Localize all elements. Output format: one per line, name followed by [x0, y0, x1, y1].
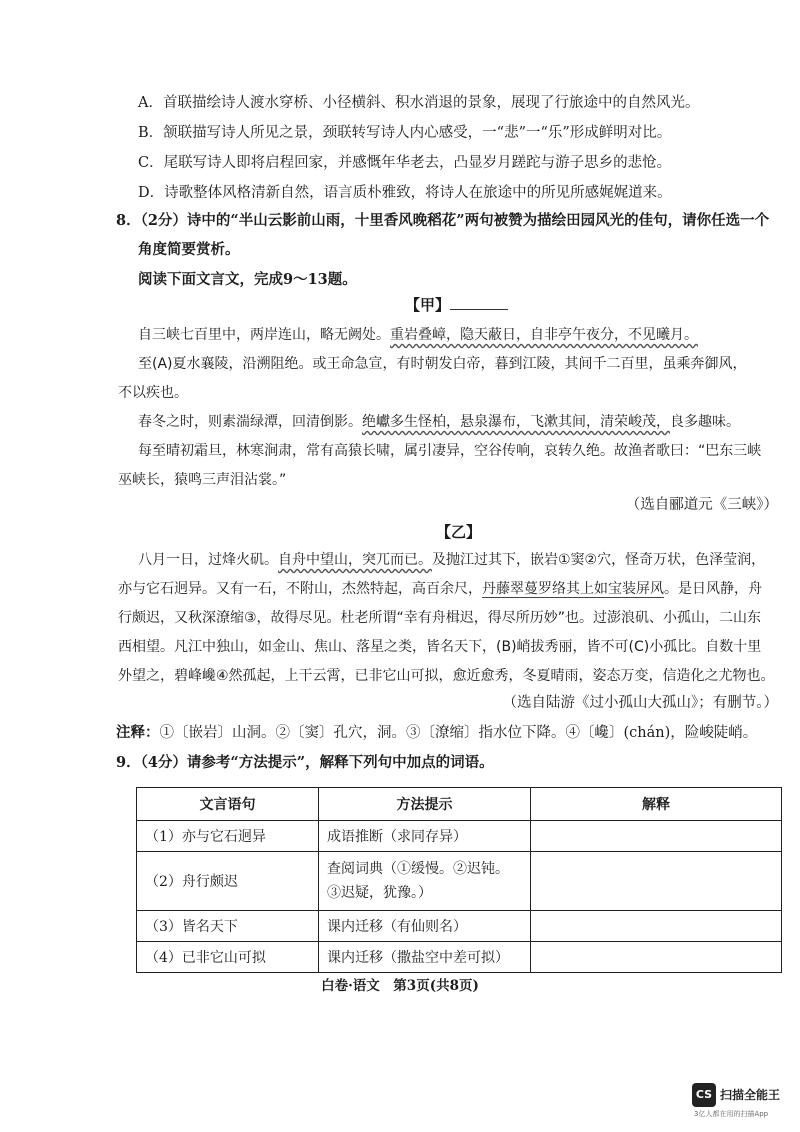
table-header: 方法提示: [319, 788, 531, 821]
q8-line-1: 8．（2分）诗中的“半山云影前山雨，十里香风晚稻花”两句被赞为描绘田园风光的佳句，请你任选一个: [116, 212, 770, 229]
jia-title: [405, 295, 508, 315]
jia-text: 不以疾也。: [118, 385, 188, 401]
yi-wavy-underlined-text: 自舟中望山，突兀而已。: [278, 552, 432, 568]
jia-line-2: [138, 354, 747, 374]
table-row: [137, 852, 782, 911]
q9-prompt: 9．（4分）请参考“方法提示”，解释下列句中加点的词语。: [116, 754, 494, 771]
yi-line-4: [118, 637, 761, 657]
row-sentence: （1）亦与它石迥异: [137, 821, 319, 852]
yi-underlined-text: 丹藤翠蔓罗络其上如宝装屏风: [482, 581, 664, 597]
yi-title: 【乙】: [436, 523, 482, 541]
row-hint: 成语推断（求同存异）: [319, 821, 531, 852]
row-hint: 查阅词典（①缓慢。②迟钝。③迟疑，犹豫。）: [319, 852, 531, 911]
yi-text: 八月一日，过烽火矶。: [138, 552, 278, 568]
jia-wavy-underlined-text: 重岩叠嶂，隐天蔽日，自非亭午夜分，不见曦月。: [390, 327, 698, 343]
q8-line-2: 角度简要赏析。: [138, 241, 240, 258]
jia-wavy-underlined-text: 绝巘多生怪柏，悬泉瀑布，飞漱其间，清荣峻茂，: [362, 414, 670, 430]
row-answer-cell[interactable]: [531, 852, 782, 911]
yi-text: 亦与它石迥异。又有一石，不附山，杰然特起，高百余尺，: [118, 581, 482, 597]
yi-line-1: [138, 550, 765, 570]
jia-line-4: [138, 412, 740, 432]
yi-line-5: [118, 666, 775, 686]
row-answer-cell[interactable]: [531, 942, 782, 973]
row-hint: 课内迁移（有仙则名）: [319, 911, 531, 942]
yi-text: 西相望。凡江中独山，如金山、焦山、落星之类，皆名天下，(B)峭拔秀丽，皆不可(C)小孤比。自数十里: [118, 639, 762, 655]
table-header-row: [137, 788, 782, 821]
table-header: 解释: [531, 788, 782, 821]
q9-table: [136, 787, 782, 973]
jia-text: 巫峡长，猿鸣三声泪沾裳。”: [118, 472, 287, 488]
row-sentence: （2）舟行颇迟: [137, 852, 319, 911]
jia-text: 自三峡七百里中，两岸连山，略无阙处。: [138, 327, 390, 343]
watermark-tagline: 3亿人都在用的扫描App: [694, 1110, 769, 1118]
jia-text: 至(A)夏水襄陵，沿溯阻绝。或王命急宣，有时朝发白帝，暮到江陵，其间千二百里，虽乘奔御风，: [138, 356, 747, 372]
notes: [116, 723, 757, 743]
notes-text: ①〔嵌岩〕山洞。②〔窦〕孔穴，洞。③〔潦缩〕指水位下降。④〔巉〕(chán)，险峻陡峭。: [159, 725, 758, 741]
jia-line-1: [138, 325, 698, 345]
row-answer-cell[interactable]: [531, 821, 782, 852]
jia-source: （选自郦道元《三峡》）: [625, 497, 778, 513]
yi-source: （选自陆游《过小孤山大孤山》；有删节。）: [502, 695, 778, 711]
q7-option-d: D．诗歌整体风格清新自然，语言质朴雅致，将诗人在旅途中的所见所感娓娓道来。: [138, 185, 672, 201]
row-hint: 课内迁移（撒盐空中差可拟）: [319, 942, 531, 973]
watermark-app-name: 扫描全能王: [720, 1088, 781, 1102]
jia-text: 每至晴初霜旦，林寒涧肃，常有高猿长啸，属引凄异，空谷传响，哀转久绝。故渔者歌曰：“巴东三峡: [138, 443, 762, 459]
page-footer: 白卷·语文 第3页(共8页): [321, 978, 479, 994]
yi-text: 。是日风静，舟: [664, 581, 762, 597]
table-header: 文言语句: [137, 788, 319, 821]
row-sentence: （3）皆名天下: [137, 911, 319, 942]
table-row: [137, 911, 782, 942]
table-row: [137, 821, 782, 852]
jia-text: 春冬之时，则素湍绿潭，回清倒影。: [138, 414, 362, 430]
scanner-watermark: [692, 1080, 792, 1120]
yi-line-2: [118, 579, 762, 599]
yi-text: 外望之，碧峰巉④然孤起，上干云霄，已非它山可拟，愈近愈秀，冬夏晴雨，姿态万变，信造化之尤物也。: [118, 668, 775, 684]
yi-text: 及抛江过其下，嵌岩①窦②穴，怪奇万状，色泽莹润，: [432, 552, 766, 568]
jia-title-text: 【甲】: [405, 296, 451, 314]
row-answer-cell[interactable]: [531, 911, 782, 942]
jia-line-5: [138, 441, 761, 461]
row-sentence: （4）已非它山可拟: [137, 942, 319, 973]
yi-line-3: [118, 608, 761, 628]
jia-text: 良多趣味。: [670, 414, 740, 430]
notes-label: 注释：: [116, 724, 160, 741]
reading-intro: 阅读下面文言文，完成9～13题。: [138, 271, 357, 288]
jia-line-3: [118, 383, 188, 403]
table-row: [137, 942, 782, 973]
camscanner-logo-icon: CS: [692, 1083, 716, 1107]
q7-option-b: B．颔联描写诗人所见之景，颈联转写诗人内心感受，一“悲”一“乐”形成鲜明对比。: [138, 125, 672, 141]
q7-option-c: C．尾联写诗人即将启程回家，并感慨年华老去，凸显岁月蹉跎与游子思乡的悲怆。: [138, 155, 672, 171]
yi-text: 行颇迟，又秋深潦缩③，故得尽见。杜老所谓“幸有舟楫迟，得尽所历妙”也。过澎浪矶、小孤山，二山东: [118, 610, 762, 626]
jia-title-blank: [450, 295, 508, 310]
jia-line-6: [118, 470, 286, 490]
q7-option-a: A．首联描绘诗人渡水穿桥、小径横斜、积水消退的景象，展现了行旅途中的自然风光。: [138, 95, 700, 111]
